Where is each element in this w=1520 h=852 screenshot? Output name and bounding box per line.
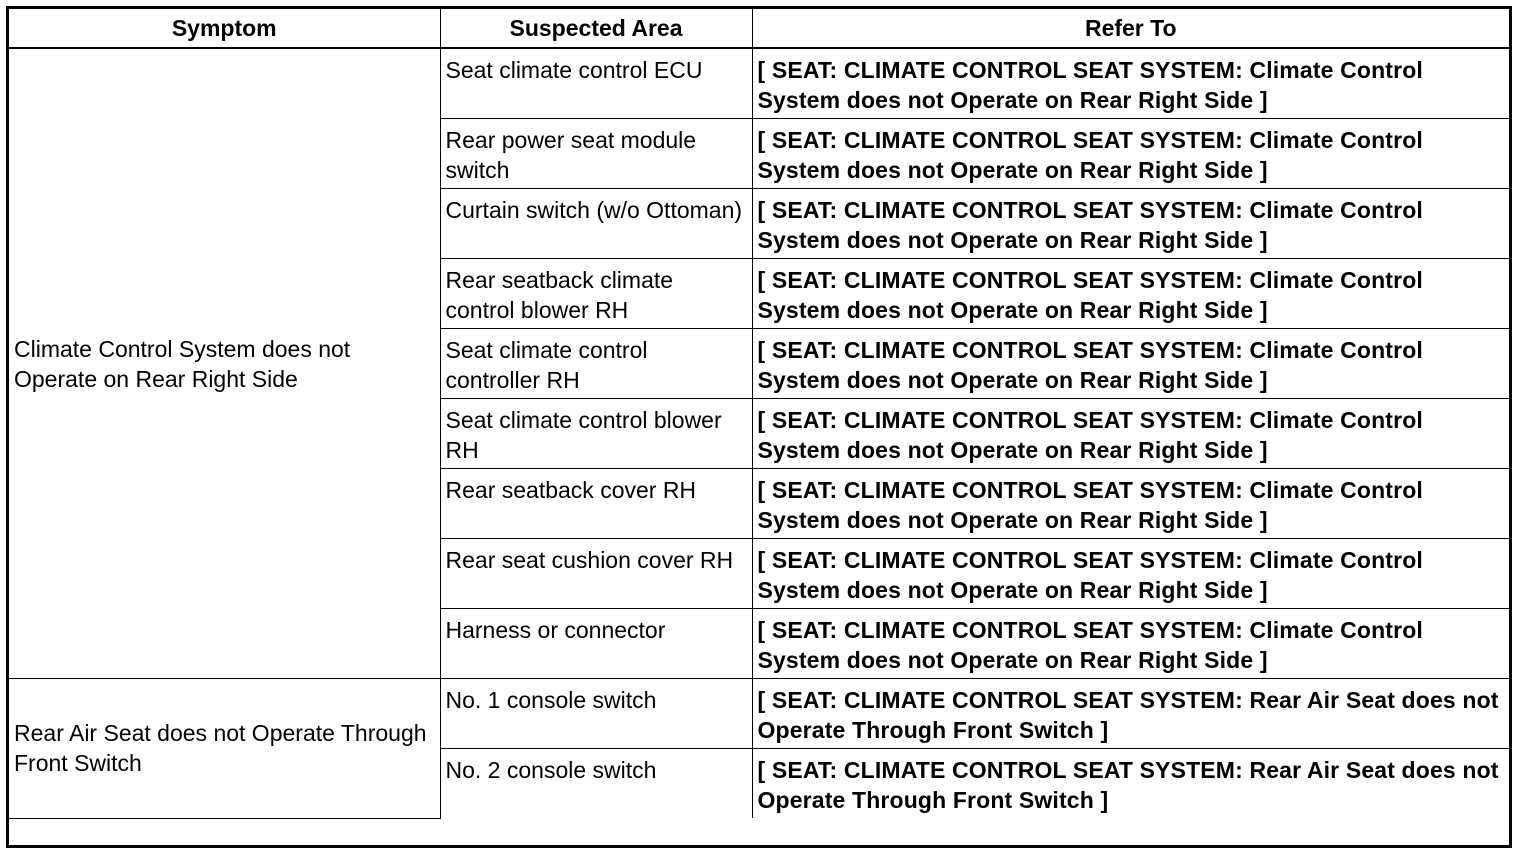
table-row [9,679,1509,749]
table-row [9,48,1509,119]
refer-link[interactable]: [ SEAT: CLIMATE CONTROL SEAT SYSTEM: Climate Control System does not Operate on Rear Right Side ] [752,259,1509,329]
suspected-area-cell: No. 2 console switch [440,749,752,819]
troubleshooting-table [9,9,1509,819]
suspected-area-cell: Curtain switch (w/o Ottoman) [440,189,752,259]
suspected-area-cell: Seat climate control blower RH [440,399,752,469]
suspected-area-cell: Rear seat cushion cover RH [440,539,752,609]
suspected-area-cell: Harness or connector [440,609,752,679]
suspected-area-cell: Rear power seat module switch [440,119,752,189]
refer-link[interactable]: [ SEAT: CLIMATE CONTROL SEAT SYSTEM: Climate Control System does not Operate on Rear Right Side ] [752,189,1509,259]
symptom-text: Climate Control System does not Operate on Rear Right Side [14,335,351,392]
suspected-area-cell: Rear seatback cover RH [440,469,752,539]
symptom-cell [9,679,440,819]
refer-link[interactable]: [ SEAT: CLIMATE CONTROL SEAT SYSTEM: Rear Air Seat does not Operate Through Front Switch ] [752,749,1509,819]
suspected-area-cell: Seat climate control ECU [440,48,752,119]
symptom-text: Rear Air Seat does not Operate Through Front Switch [14,720,427,777]
symptom-cell [9,48,440,679]
suspected-area-cell: No. 1 console switch [440,679,752,749]
refer-link[interactable]: [ SEAT: CLIMATE CONTROL SEAT SYSTEM: Climate Control System does not Operate on Rear Right Side ] [752,48,1509,119]
suspected-area-cell: Rear seatback climate control blower RH [440,259,752,329]
refer-link[interactable]: [ SEAT: CLIMATE CONTROL SEAT SYSTEM: Climate Control System does not Operate on Rear Right Side ] [752,469,1509,539]
refer-link[interactable]: [ SEAT: CLIMATE CONTROL SEAT SYSTEM: Climate Control System does not Operate on Rear Right Side ] [752,609,1509,679]
refer-link[interactable]: [ SEAT: CLIMATE CONTROL SEAT SYSTEM: Climate Control System does not Operate on Rear Right Side ] [752,329,1509,399]
refer-link[interactable]: [ SEAT: CLIMATE CONTROL SEAT SYSTEM: Climate Control System does not Operate on Rear Right Side ] [752,399,1509,469]
refer-link[interactable]: [ SEAT: CLIMATE CONTROL SEAT SYSTEM: Climate Control System does not Operate on Rear Right Side ] [752,539,1509,609]
troubleshooting-table-frame [6,6,1512,848]
suspected-area-cell: Seat climate control controller RH [440,329,752,399]
header-suspected-area: Suspected Area [440,9,752,48]
refer-link[interactable]: [ SEAT: CLIMATE CONTROL SEAT SYSTEM: Rear Air Seat does not Operate Through Front Switch ] [752,679,1509,749]
header-refer-to: Refer To [752,9,1509,48]
header-symptom: Symptom [9,9,440,48]
header-row [9,9,1509,48]
refer-link[interactable]: [ SEAT: CLIMATE CONTROL SEAT SYSTEM: Climate Control System does not Operate on Rear Right Side ] [752,119,1509,189]
